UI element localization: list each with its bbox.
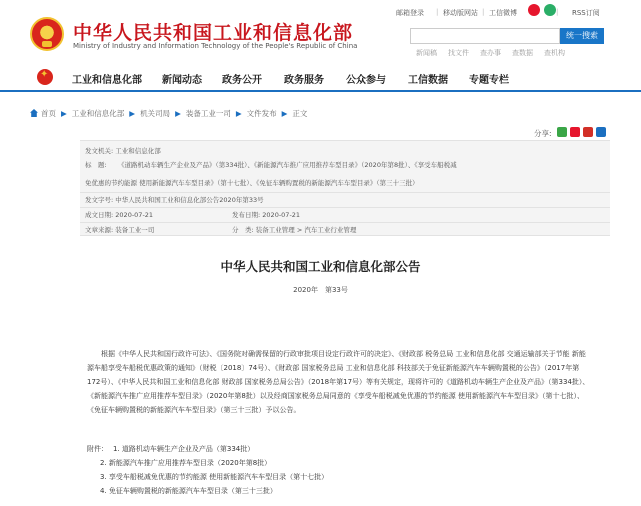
search-input[interactable] [410,28,560,44]
breadcrumb-current: 正文 [292,109,308,118]
separator: | [436,8,439,16]
article-number: 2020年 第33号 [293,286,348,294]
nav-item-participation[interactable]: 公众参与 [346,75,386,86]
top-link-mobile[interactable]: 移动版网站 [443,9,478,17]
nav-item-services[interactable]: 政务服务 [284,75,324,86]
separator: | [556,8,559,16]
weibo-icon[interactable] [528,4,540,16]
article-title: 中华人民共和国工业和信息化部公告 [220,259,421,274]
chevron-right-icon: ▶ [235,109,242,118]
site-subtitle: Ministry of Industry and Information Technology of the People's Republic of China [73,42,358,50]
site-header [0,0,641,62]
hot-word-service[interactable]: 查办事 [480,49,501,57]
top-link-rss[interactable]: RSS订阅 [572,9,600,17]
meta-title-line1: 《道路机动车辆生产企业及产品》（第334批）、《新能源汽车推广应用推荐车型目录》（2020年第8批）、《享受车船税减 [118,161,457,169]
breadcrumb-ministry[interactable]: 工业和信息化部 [71,109,125,118]
separator: | [482,8,485,16]
breadcrumb [30,108,307,119]
share-label: 分享: [534,129,552,138]
nav-item-news[interactable]: 新闻动态 [162,75,202,86]
home-icon [30,109,38,117]
attachment-link-3[interactable]: 3. 享受车船税减免优惠的节约能源 使用新能源汽车车型目录（第十七批） [100,473,329,481]
breadcrumb-equipment-dept[interactable]: 装备工业一司 [185,109,231,118]
meta-title-label: 标 题: [85,161,107,169]
site-title[interactable]: 中华人民共和国工业和信息化部 [73,22,354,44]
article-body: 根据《中华人民共和国行政许可法》、《国务院对确需保留的行政审批项目设定行政许可的决定》、《财政部 税务总局 工业和信息化部 交通运输部关于节能 新能源车船享受车船税优惠政策的通知》（财税〔2018〕74号）、《财政部 国家税务总局 工业和信息化部 科技部关于免征新能源汽车车辆购置税的公告》（2017年第172号）、《中华人民共和国工业和信息化部 财政部 国家税务总局公告》（2018年第17号）等有关规定，现将许可的《道路机动车辆生产企业及产品》（第334批）、《新能源汽车推广应用推荐车型目录》（2020年第8批）以及经商国家税务总局同意的《享受车船税减免优惠的节约能源 使用新能源汽车车型目录》（第十七批）、《免征车辆购置税的新能源汽车车型目录》（第三十三批）予以公告。 [87,350,590,414]
attachment-link-2[interactable]: 2. 新能源汽车推广应用推荐车型目录（2020年第8批） [100,459,272,467]
breadcrumb-home[interactable]: 首页 [41,109,56,118]
meta-category: 分 类: 装备工业管理 > 汽车工业行业管理 [232,226,357,234]
hot-word-news[interactable]: 新闻稿 [416,49,437,57]
breadcrumb-departments[interactable]: 机关司局 [140,109,171,118]
hot-word-org[interactable]: 查机构 [544,49,565,57]
meta-title-line2: 免优惠的节约能源 使用新能源汽车车型目录》（第十七批）、《免征车辆购置税的新能源汽车车型目录》（第三十三批） [85,179,419,187]
meta-source: 文章来源: 装备工业一司 [85,226,155,234]
main-nav [0,62,641,92]
nav-item-open-gov[interactable]: 政务公开 [222,75,262,86]
chevron-right-icon: ▶ [129,109,136,118]
hot-word-data[interactable]: 查数据 [512,49,533,57]
divider [80,222,610,223]
home-emblem-icon[interactable] [37,69,53,85]
search-button[interactable]: 统一搜索 [560,28,604,44]
breadcrumb-file-release[interactable]: 文件发布 [246,109,277,118]
meta-pub-date: 发布日期: 2020-07-21 [232,211,301,219]
nav-item-data[interactable]: 工信数据 [408,75,448,86]
hot-word-files[interactable]: 找文件 [448,49,469,57]
share-print-icon[interactable] [596,127,606,137]
chevron-right-icon: ▶ [175,109,181,118]
top-link-mail[interactable]: 邮箱登录 [396,9,424,17]
top-link-weibo[interactable]: 工信微博 [489,9,517,17]
chevron-right-icon: ▶ [61,109,67,118]
share-weibo-icon[interactable] [570,127,580,137]
national-emblem-logo[interactable] [30,17,64,51]
meta-docno: 发文字号: 中华人民共和国工业和信息化部公告2020年第33号 [85,196,264,204]
document-meta-box [80,140,610,236]
share-pdf-icon[interactable] [583,127,593,137]
chevron-right-icon: ▶ [281,109,288,118]
meta-issuer: 发文机关: 工业和信息化部 [85,147,161,155]
wechat-icon[interactable] [544,4,559,16]
attachment-link-1[interactable]: 1. 道路机动车辆生产企业及产品（第334批） [113,445,255,453]
attachment-link-4[interactable]: 4. 免征车辆购置税的新能源汽车车型目录（第三十三批） [100,487,277,495]
nav-item-ministry[interactable]: 工业和信息化部 [72,75,142,86]
top-links [380,8,640,20]
divider [80,207,610,208]
meta-date: 成文日期: 2020-07-21 [85,211,154,219]
divider [80,192,610,193]
nav-item-topics[interactable]: 专题专栏 [469,75,509,86]
attachments-label: 附件： [87,445,108,453]
share-wechat-icon[interactable] [557,127,567,137]
